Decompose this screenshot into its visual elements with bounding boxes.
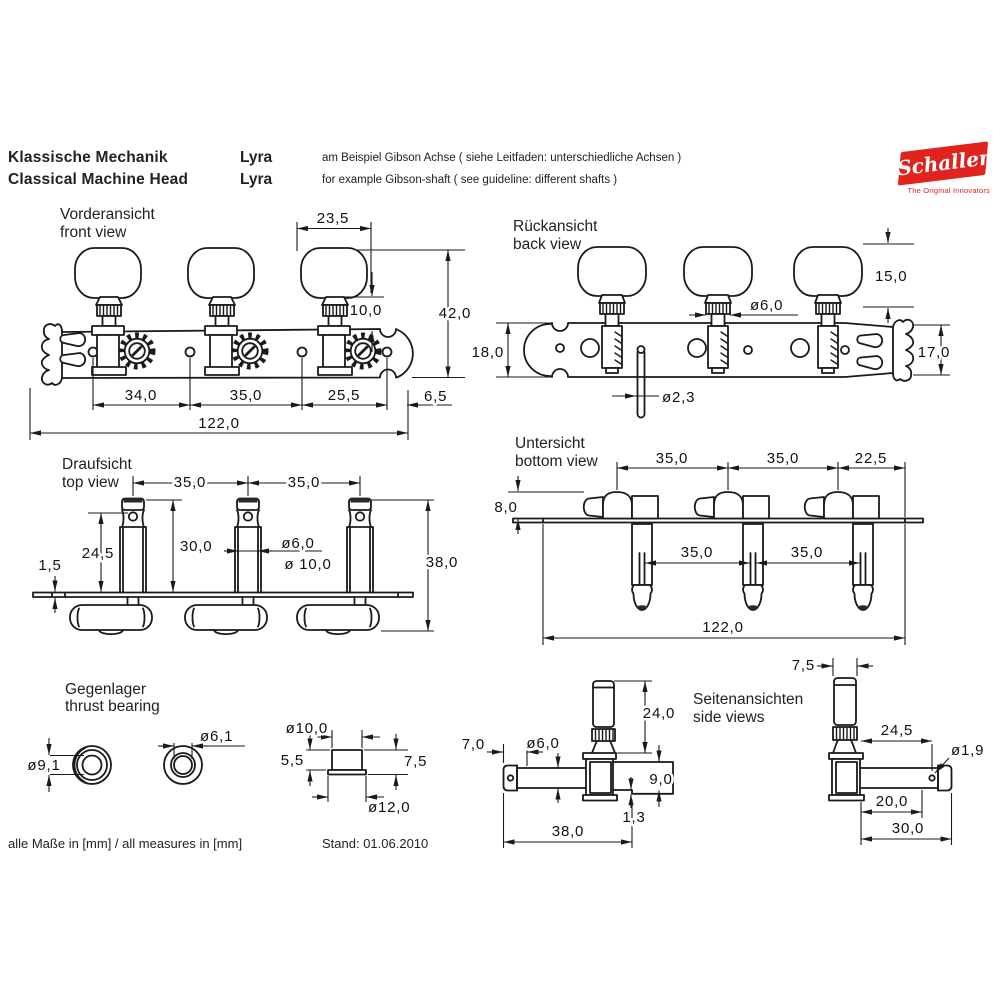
bearing-front-ring bbox=[164, 746, 202, 784]
dim-side-plate-thickness: 1,3 bbox=[622, 809, 646, 826]
dim-side-hole-offset: 24,5 bbox=[880, 722, 914, 739]
note-en: for example Gibson-shaft ( see guideline: different shafts ) bbox=[322, 174, 618, 186]
back-view-label-de: Rückansicht bbox=[513, 218, 598, 235]
side-views bbox=[462, 657, 984, 848]
dim-back-shaft-dia: ø6,0 bbox=[750, 297, 784, 314]
bearing-side-ring bbox=[73, 746, 111, 784]
dim-back-pin-dia: ø2,3 bbox=[662, 389, 696, 406]
schaller-logo-tagline: The Original Innovators bbox=[907, 186, 990, 195]
bottom-view bbox=[494, 435, 923, 645]
bearing-label-de: Gegenlager bbox=[65, 681, 147, 698]
bottom-view-label-de: Untersicht bbox=[515, 435, 585, 452]
dim-front-overall-height: 42,0 bbox=[438, 305, 472, 322]
dim-back-lyre-width: 17,0 bbox=[917, 344, 951, 361]
model-en: Lyra bbox=[240, 171, 273, 188]
dim-back-plate-width: 18,0 bbox=[471, 344, 504, 361]
dim-side-button-length: 24,0 bbox=[642, 705, 676, 722]
dim-side-hole-dia: ø1,9 bbox=[951, 742, 985, 759]
dim-top-plate-thickness: 1,5 bbox=[38, 557, 62, 574]
dim-bottom-spacing-b: 35,0 bbox=[766, 450, 800, 467]
side-views-label-en: side views bbox=[693, 709, 765, 726]
dim-front-spacing-c: 25,5 bbox=[327, 387, 361, 404]
dim-front-shaft-height: 10,0 bbox=[349, 302, 383, 319]
top-plate bbox=[33, 593, 413, 598]
back-view-label-en: back view bbox=[513, 236, 582, 253]
bottom-tuner-assembly bbox=[584, 492, 658, 610]
dim-front-button-width: 23,5 bbox=[316, 210, 350, 227]
front-dimensions bbox=[30, 210, 471, 440]
top-view bbox=[33, 456, 458, 634]
top-view-label-de: Draufsicht bbox=[62, 456, 132, 473]
dim-bearing-thread-length: 5,5 bbox=[280, 752, 304, 769]
bearing-label-en: thrust bearing bbox=[65, 698, 160, 715]
dim-top-button-dia: ø 10,0 bbox=[284, 556, 332, 573]
dim-side-shaft-dia: ø6,0 bbox=[526, 735, 560, 752]
top-roller-assembly bbox=[70, 499, 152, 635]
dim-bottom-spacing-a: 35,0 bbox=[655, 450, 689, 467]
title-de: Klassische Mechanik bbox=[8, 149, 168, 166]
dim-top-shaft-dia: ø6,0 bbox=[281, 535, 315, 552]
date-note: Stand: 01.06.2010 bbox=[322, 836, 429, 851]
dim-bottom-knob-height: 8,0 bbox=[494, 499, 518, 516]
dim-side-tip-length: 7,0 bbox=[461, 736, 485, 753]
dim-front-overall-length: 122,0 bbox=[198, 415, 240, 432]
model-de: Lyra bbox=[240, 149, 273, 166]
dim-bearing-thread-dia: ø10,0 bbox=[285, 720, 328, 737]
front-view-label-de: Vorderansicht bbox=[60, 206, 155, 223]
front-view bbox=[30, 206, 471, 440]
dim-side-overall-width: 38,0 bbox=[551, 823, 585, 840]
dim-bottom-roller-spacing-a: 35,0 bbox=[680, 544, 714, 561]
dim-top-spacing-a: 35,0 bbox=[173, 474, 207, 491]
dim-back-button-height: 15,0 bbox=[875, 268, 908, 285]
bottom-dimensions bbox=[494, 450, 905, 645]
dim-bottom-edge-offset: 22,5 bbox=[854, 450, 888, 467]
dim-side-button-width: 7,5 bbox=[791, 657, 815, 674]
units-note: alle Maße in [mm] / all measures in [mm] bbox=[8, 836, 243, 851]
dim-bearing-outer-dia: ø9,1 bbox=[27, 757, 61, 774]
dim-top-roller-height: 30,0 bbox=[180, 538, 213, 555]
front-view-label-en: front view bbox=[60, 224, 127, 241]
back-view bbox=[472, 218, 951, 418]
dim-front-edge-offset: 6,5 bbox=[424, 388, 448, 405]
note-de: am Beispiel Gibson Achse ( siehe Leitfaden: unterschiedliche Achsen ) bbox=[322, 152, 682, 164]
dim-side-gear-height: 9,0 bbox=[649, 771, 673, 788]
side-view-right bbox=[829, 678, 952, 801]
dim-bearing-overall-length: 7,5 bbox=[404, 753, 428, 770]
dim-front-spacing-a: 34,0 bbox=[124, 387, 158, 404]
dim-side-shaft-length: 30,0 bbox=[891, 820, 925, 837]
dim-bottom-roller-spacing-b: 35,0 bbox=[790, 544, 824, 561]
title-en: Classical Machine Head bbox=[8, 171, 189, 188]
top-roller-assembly bbox=[185, 499, 267, 635]
side-views-label-de: Seitenansichten bbox=[693, 691, 804, 708]
dim-bottom-overall-length: 122,0 bbox=[702, 619, 744, 636]
dim-top-overall-depth: 38,0 bbox=[425, 554, 459, 571]
dim-front-spacing-b: 35,0 bbox=[229, 387, 263, 404]
thrust-bearing-view bbox=[27, 681, 427, 816]
schaller-logo-wordmark: Schaller bbox=[895, 145, 991, 181]
dim-top-hole-height: 24,5 bbox=[81, 545, 115, 562]
dim-side-roller-length: 20,0 bbox=[875, 793, 909, 810]
side-dimensions bbox=[462, 657, 984, 848]
top-view-label-en: top view bbox=[62, 474, 119, 491]
bearing-bushing bbox=[328, 750, 366, 775]
bottom-view-label-en: bottom view bbox=[515, 453, 598, 470]
dim-bearing-bore-dia: ø6,1 bbox=[200, 728, 234, 745]
dim-bearing-flange-dia: ø12,0 bbox=[368, 799, 411, 816]
dim-top-spacing-b: 35,0 bbox=[287, 474, 321, 491]
